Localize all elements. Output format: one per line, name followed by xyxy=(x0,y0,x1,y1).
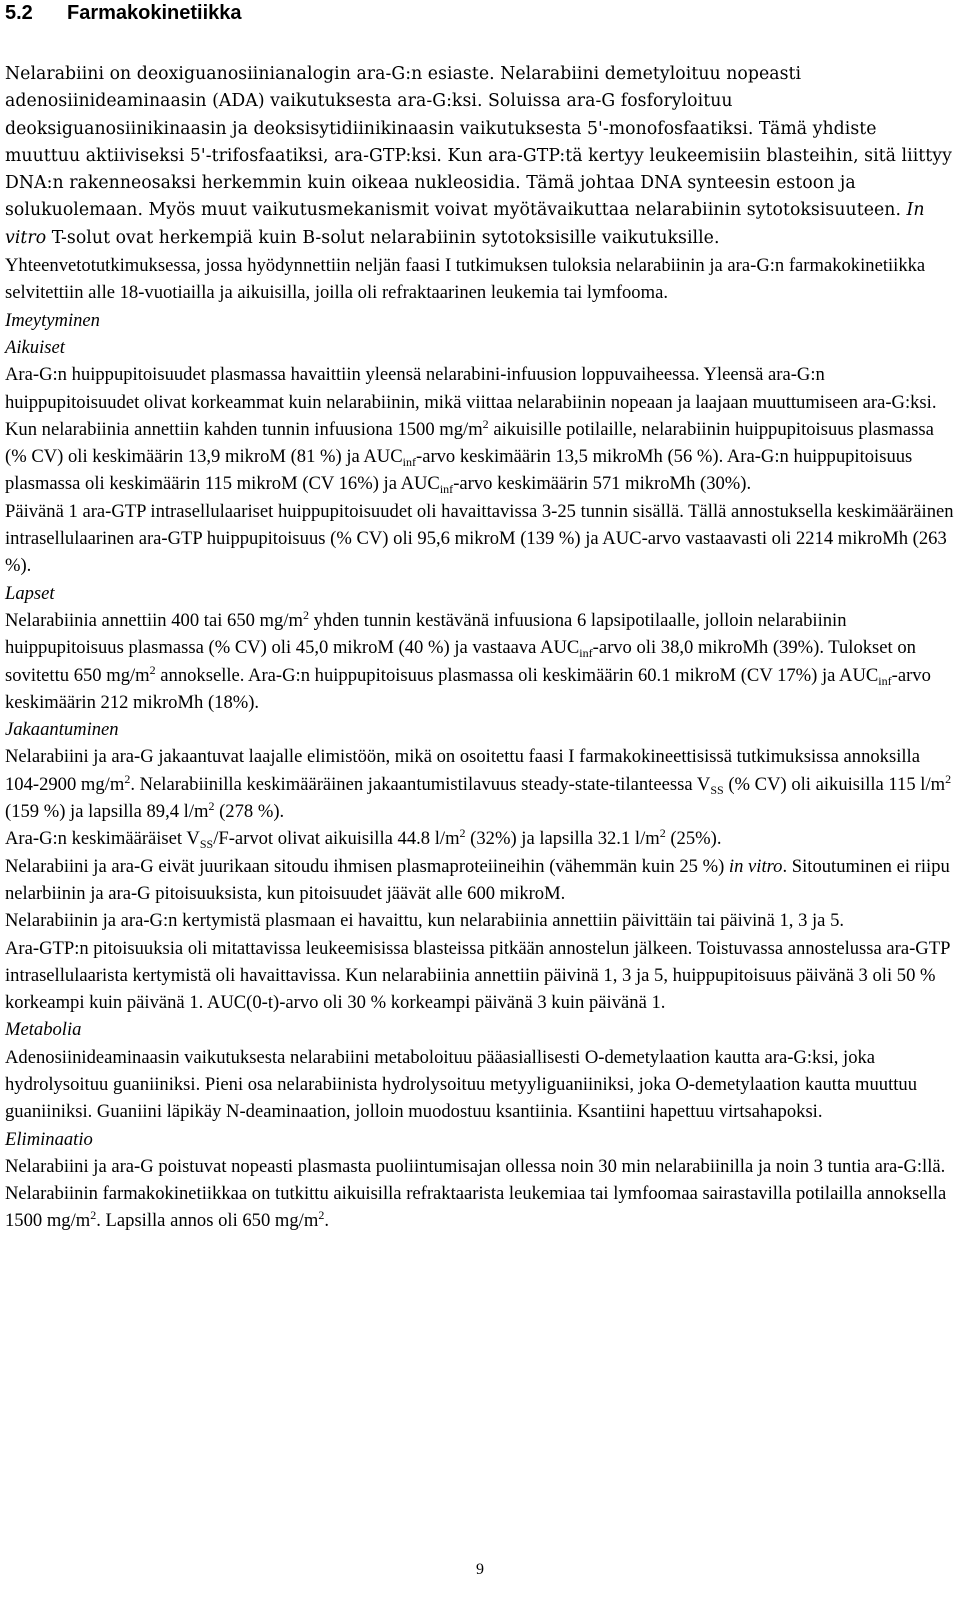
metabolism-heading: Metabolia xyxy=(5,1019,82,1041)
distribution-paragraph xyxy=(5,743,955,825)
binding-text-2: . Sitoutuminen ei riipu nelarbiinin ja ara-G pitoisuuksista, kun pitoisuudet jäävät alle 600 mikroM. xyxy=(5,855,950,904)
superscript: 2 xyxy=(208,799,215,814)
elimination-text-2: . Lapsilla annos oli 650 mg/m xyxy=(96,1210,319,1232)
ara-g-volume-paragraph xyxy=(5,825,955,852)
subscript: SS xyxy=(710,782,724,797)
superscript: 2 xyxy=(945,771,952,786)
metabolism-paragraph: Adenosiinideaminaasin vaikutuksesta nelarabiini metaboloituu pääasiallisesti O-demetylaation kautta ara-G:ksi, joka hydrolysoituu guaniiniksi. Pieni osa nelarabiinista hydrolysoituu metyyliguaniiniksi, joka O-demetylaation kautta muuttuu guaniiniksi. Guaniini läpikäy N-deaminaation, jolloin muodostuu ksantiinia. Ksantiini hapettuu virtsahapoksi. xyxy=(5,1046,918,1123)
volume-text-3: (32%) ja lapsilla 32.1 l/m xyxy=(465,828,660,850)
intro-text-3: T-solut ovat herkempiä kuin B-solut nelarabiinin sytotoksisille vaikutuksille. xyxy=(46,227,720,248)
distribution-text-5: (278 %). xyxy=(214,801,285,823)
elimination-text-1: Nelarabiini ja ara-G poistuvat nopeasti plasmasta puoliintumisajan ollessa noin 30 min nelarabiinilla ja noin 3 tuntia ara-G:llä. Nelarabiinin farmakokinetiikkaa on tutkittu aikuisilla refraktaarista leukemiaa tai lymfoomaa sairastavilla potilailla annoksella 1500 mg/m xyxy=(5,1155,947,1232)
section-number: 5.2 xyxy=(5,2,33,24)
accumulation-paragraph: Nelarabiinin ja ara-G:n kertymistä plasmaan ei havaittu, kun nelarabiinia annettiin päivittäin tai päivinä 1, 3 ja 5. xyxy=(5,910,845,932)
page-number: 9 xyxy=(476,1561,484,1578)
elimination-text-3: . xyxy=(324,1210,329,1232)
adults-text-2: aikuisille potilaille, nelarabiinin huippupitoisuus plasmassa (% CV) oli keskimäärin 13,9 mikroM (81 %) ja AUC xyxy=(5,418,934,468)
adults-text-3: -arvo keskimäärin 13,5 mikroMh (56 %). Ara-G:n huippupitoisuus plasmassa oli keskimäärin 115 mikroM (CV 16%) ja AUC xyxy=(5,446,913,495)
distribution-heading: Jakaantuminen xyxy=(5,719,119,741)
document-page xyxy=(5,0,955,1235)
subscript: SS xyxy=(199,837,214,852)
intro-text-1: Nelarabiini on deoxiguanosiinianalogin ara-G:n esiaste. Nelarabiini demetyloituu nopeasti adenosiinideaminaasin (ADA) vaikutuksesta ara-G:ksi. Soluissa ara-G fosforyloituu deoksiguanosiinikinaasin ja deoksisytidiinikinaasin vaikutuksesta 5'-monofosfaatiksi. Tämä yhdiste muuttuu aktiiviseksi 5'-trifosfaatiksi, ara-GTP:ksi. xyxy=(5,64,877,166)
elimination-heading: Eliminaatio xyxy=(5,1128,93,1150)
adults-paragraph xyxy=(5,361,955,497)
day1-paragraph: Päivänä 1 ara-GTP intrasellulaariset huippupitoisuudet oli havaittavissa 3-25 tunnin sisällä. Tällä annostuksella keskimääräinen intrasellulaarinen ara-GTP huippupitoisuus (% CV) oli 95,6 mikroM (139 %) ja AUC-arvo vastaavasti oli 2214 mikroMh (263 %). xyxy=(5,500,954,577)
children-text-3: -arvo oli 38,0 mikroMh (39%). Tulokset on sovitettu 650 mg/m xyxy=(5,637,916,686)
children-paragraph xyxy=(5,607,955,716)
superscript: 2 xyxy=(302,607,309,622)
superscript: 2 xyxy=(482,416,489,431)
elimination-paragraph xyxy=(5,1153,955,1235)
ara-gtp-paragraph: Ara-GTP:n pitoisuuksia oli mitattavissa leukeemisissa blasteissa pitkään annostelun jälkeen. Toistuvassa annostelussa ara-GTP intrasellulaarista kertymistä oli havaittavissa. Kun nelarabiinia annettiin päivinä 1, 3 ja 5, huippupitoisuus päivänä 3 oli 50 % korkeampi kuin päivänä 1. AUC(0-t)-arvo oli 30 % korkeampi päivänä 3 kuin päivänä 1. xyxy=(5,937,950,1014)
binding-text-1: Nelarabiini ja ara-G eivät juurikaan sitoudu ihmisen plasmaproteiineihin (vähemmän kuin 25 %) xyxy=(5,855,729,877)
volume-text-2: /F-arvot olivat aikuisilla 44.8 l/m xyxy=(213,828,460,850)
subscript: inf xyxy=(402,455,416,470)
children-text-2: yhden tunnin kestävänä infuusiona 6 lapsipotilaalle, jolloin nelarabiinin huippupitoisuus plasmassa (% CV) oli 45,0 mikroM (40 %) ja vastaava AUC xyxy=(5,609,847,659)
superscript: 2 xyxy=(90,1208,97,1223)
subscript: inf xyxy=(878,673,892,688)
superscript: 2 xyxy=(459,826,466,841)
protein-binding-paragraph xyxy=(5,853,955,908)
distribution-text-2: . Nelarabiinilla keskimääräinen jakaantumistilavuus steady-state-tilanteessa V xyxy=(130,773,711,795)
section-heading xyxy=(5,0,955,27)
absorption-heading: Imeytyminen xyxy=(5,309,100,331)
superscript: 2 xyxy=(124,771,131,786)
section-title: Farmakokinetiikka xyxy=(67,2,242,24)
children-text-4: annokselle. Ara-G:n huippupitoisuus plasmassa oli keskimäärin 60.1 mikroM (CV 17%) ja AUC xyxy=(155,664,879,686)
volume-text-1: Ara-G:n keskimääräiset V xyxy=(5,828,200,850)
subscript: inf xyxy=(579,646,593,661)
intro-in-vitro: In vitro xyxy=(5,200,925,248)
children-text-1: Nelarabiinia annettiin 400 tai 650 mg/m xyxy=(5,609,303,631)
superscript: 2 xyxy=(149,662,156,677)
intro-paragraph xyxy=(5,61,955,252)
adults-text-4: -arvo keskimäärin 571 mikroMh (30%). xyxy=(453,473,752,495)
intro-text-2: Kun ara-GTP:tä kertyy leukeemisiin blasteihin, sitä liittyy DNA:n rakenneosaksi herkemmin kuin oikeaa nukleosidia. Tämä johtaa DNA synteesin estoon ja solukuolemaan. Myös muut vaikutusmekanismit voivat myötävaikuttaa nelarabiinin sytotoksisuuteen. xyxy=(5,145,952,221)
superscript: 2 xyxy=(659,826,666,841)
children-heading: Lapset xyxy=(5,582,55,604)
children-text-5: -arvo keskimäärin 212 mikroMh (18%). xyxy=(5,664,931,713)
adults-text-1: Ara-G:n huippupitoisuudet plasmassa havaittiin yleensä nelarabini-infuusion loppuvaiheessa. Yleensä ara-G:n huippupitoisuudet olivat korkeammat kuin nelarabiinin, mikä viittaa nelarabiinin nopeaan ja laajaan muuttumiseen ara-G:ksi. Kun nelarabiinia annettiin kahden tunnin infuusiona 1500 mg/m xyxy=(5,364,937,440)
binding-in-vitro: in vitro xyxy=(728,855,783,877)
adults-heading: Aikuiset xyxy=(5,336,65,358)
summary-study-paragraph: Yhteenvetotutkimuksessa, jossa hyödynnettiin neljän faasi I tutkimuksen tuloksia nelarabiinin ja ara-G:n farmakokinetiikka selvitettiin alle 18-vuotiailla ja aikuisilla, joilla oli refraktaarinen leukemia tai lymfooma. xyxy=(5,255,926,304)
volume-text-4: (25%). xyxy=(665,828,722,850)
superscript: 2 xyxy=(318,1208,325,1223)
distribution-text-3: (% CV) oli aikuisilla 115 l/m xyxy=(723,773,946,795)
distribution-text-1: Nelarabiini ja ara-G jakaantuvat laajalle elimistöön, mikä on osoitettu faasi I farmakokineettisissä tutkimuksissa annoksilla 104-2900 mg/m xyxy=(5,746,920,795)
subscript: inf xyxy=(439,482,454,497)
distribution-text-4: (159 %) ja lapsilla 89,4 l/m xyxy=(5,801,209,823)
